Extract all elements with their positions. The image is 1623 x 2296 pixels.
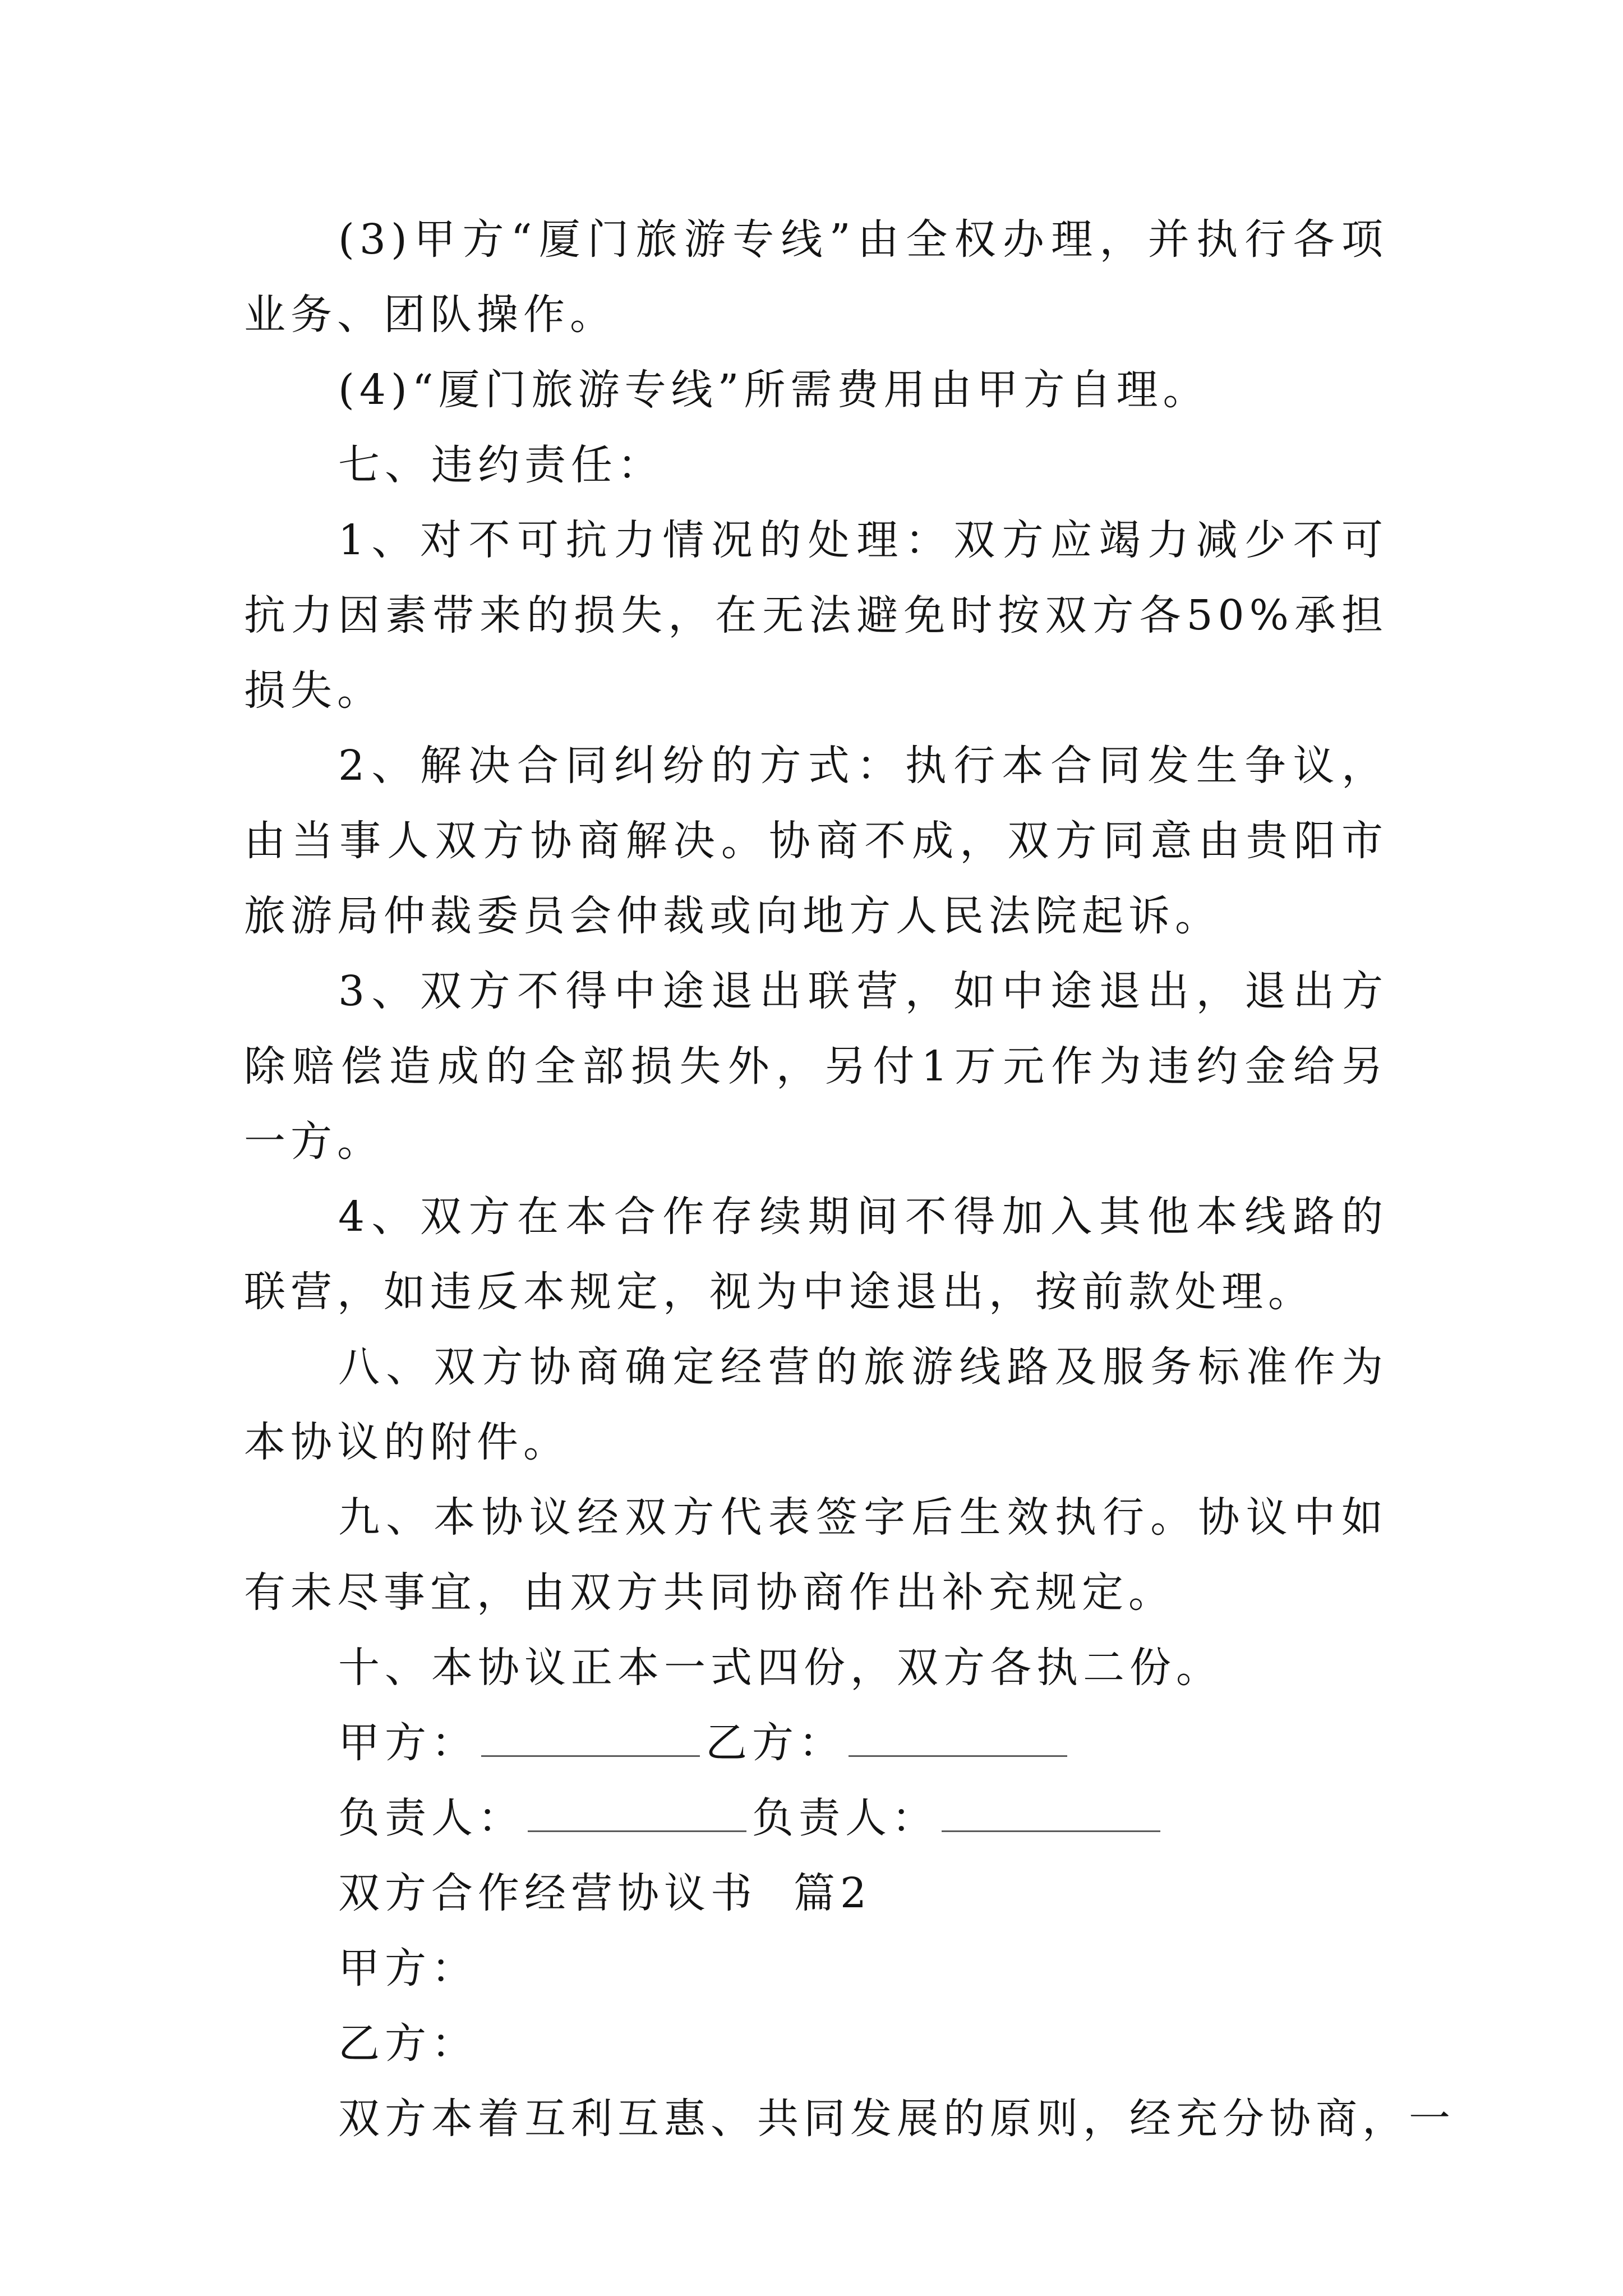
party-a-blank <box>481 1714 700 1757</box>
section-ten: 十、本协议正本一式四份，双方各执二份。 <box>338 1644 1223 1692</box>
party-b-label: 乙方： <box>706 1719 845 1767</box>
party-a-label: 甲方： <box>338 1719 478 1767</box>
signature-party-row <box>244 1705 1388 1780</box>
section-2-party-a: 甲方： <box>338 1944 478 1993</box>
section-2-party-b: 乙方： <box>338 2019 478 2068</box>
party-b-blank <box>849 1714 1067 1757</box>
signature-responsible-row <box>244 1780 1388 1856</box>
responsible-b-label: 负责人： <box>752 1794 938 1842</box>
section-2-title: 双方合作经营协议书 篇2 <box>338 1869 872 1917</box>
responsible-a-blank <box>528 1789 746 1832</box>
clause-force-majeure: 1、对不可抗力情况的处理：双方应竭力减少不可抗力因素带来的损失，在无法避免时按双方各50%承担损失。 <box>244 516 1388 715</box>
section-nine: 九、本协议经双方代表签字后生效执行。协议中如有未尽事宜，由双方共同协商作出补充规定。 <box>244 1493 1388 1617</box>
paragraph-4: (4)“厦门旅游专线”所需费用由甲方自理。 <box>338 366 1210 414</box>
paragraph-3: (3)甲方“厦门旅游专线”由全权办理，并执行各项业务、团队操作。 <box>244 215 1388 339</box>
clause-withdrawal: 3、双方不得中途退出联营，如中途退出，退出方除赔偿造成的全部损失外，另付1万元作为违约金给另一方。 <box>244 967 1388 1166</box>
clause-exclusivity: 4、双方在本合作存续期间不得加入其他本线路的联营，如违反本规定，视为中途退出，按前款处理。 <box>244 1193 1388 1316</box>
clause-dispute-resolution: 2、解决合同纠纷的方式：执行本合同发生争议，由当事人双方协商解决。协商不成，双方同意由贵阳市旅游局仲裁委员会仲裁或向地方人民法院起诉。 <box>244 742 1388 940</box>
responsible-a-label: 负责人： <box>338 1794 524 1842</box>
section-eight: 八、双方协商确定经营的旅游线路及服务标准作为本协议的附件。 <box>244 1343 1388 1466</box>
responsible-b-blank <box>942 1789 1160 1832</box>
section-heading-breach: 七、违约责任： <box>338 441 664 489</box>
document-body <box>244 202 1455 2156</box>
section-2-intro: 双方本着互利互惠、共同发展的原则，经充分协商，一 <box>338 2095 1455 2143</box>
